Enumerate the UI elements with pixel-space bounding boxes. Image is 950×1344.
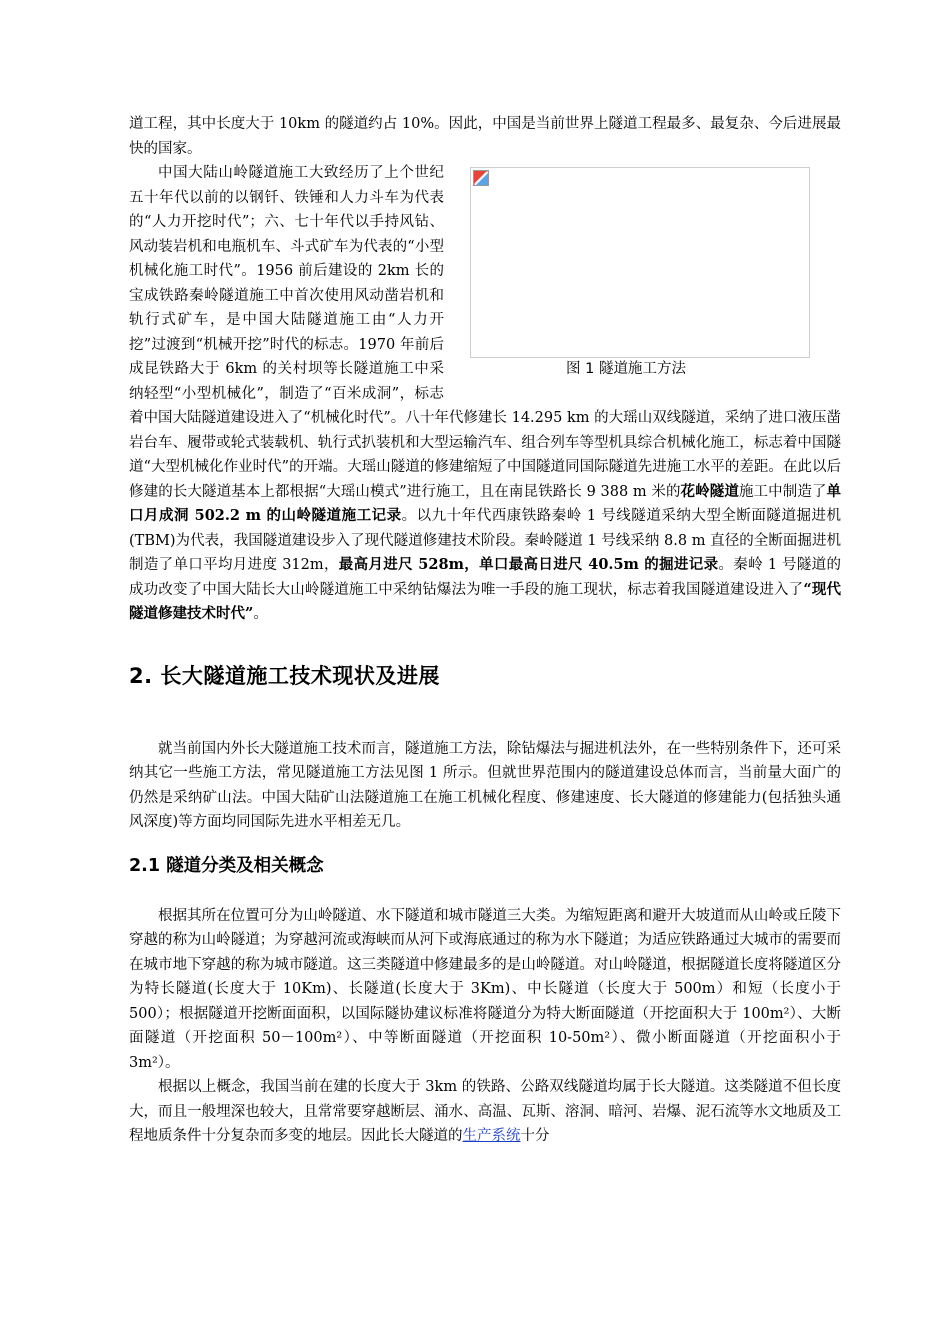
broken-image-icon [473,170,489,186]
paragraph-intro: 道工程，其中长度大于 10km 的隧道约占 10%。因此，中国是当前世界上隧道工程最多、最复杂、今后进展最快的国家。 [129,116,841,157]
history-text-mid1: 施工中制造了 [738,483,827,500]
history-text-mid2: 。以九十年代西康铁路秦岭 1 号线隧道采纳大型全断面隧道掘进机(TBM)为代表，我国隧道建设步入了现代隧道修建技术阶段。秦岭隧道 1 号线采纳 8.8 m 直径的全断面掘进机制造了单口平均月进度 312m， [129,508,841,573]
long-tunnels-text-end: 十分 [520,1128,550,1144]
spacer [129,691,841,737]
document-page [129,112,841,1149]
spacer [129,879,841,904]
history-bold-record1: 单口月成洞 502.2 m 的山岭隧道施工记录 [129,482,842,524]
figure-caption: 图 1 隧道施工方法 [566,361,686,377]
history-text-mid3: 。秦岭 1 号隧道的成功改变了中国大陆长大山岭隧道施工中采纳钻爆法为唯一手段的施工现状，标志着我国隧道建设进入了 [129,557,841,598]
production-system-link[interactable]: 生产系统 [462,1128,521,1144]
history-bold-era: “现代隧道修建技术时代” [129,580,842,622]
figure-1 [470,167,810,379]
figure-image-placeholder [470,167,810,358]
paragraph-methods: 就当前国内外长大隧道施工技术而言，隧道施工方法，除钻爆法与掘进机法外，在一些特别条件下，还可采纳其它一些施工方法，常见隧道施工方法见图 1 所示。但就世界范围内的隧道建设总体而言，当前量大面广的仍然是采纳矿山法。中国大陆矿山法隧道施工在施工机械化程度、修建速度、长大隧道的修建能力(包括独头通风深度)等方面均同国际先进水平相差无几。 [129,740,841,830]
long-tunnels-text-start: 根据以上概念，我国当前在建的长度大于 3km 的铁路、公路双线隧道均属于长大隧道。这类隧道不但长度大，而且一般埋深也较大，且常常要穿越断层、涌水、高温、瓦斯、溶洞、暗河、岩爆、泥石流等水文地质及工程地质条件十分复杂而多变的地层。因此长大隧道的 [129,1079,841,1144]
history-bold-record2: 最高月进尺 528m，单口最高日进尺 40.5m 的掘进记录 [338,556,719,573]
paragraph-long-tunnels [129,1075,841,1149]
history-text-end: 。 [253,606,268,622]
section-heading-2: 2. 长大隧道施工技术现状及进展 [129,663,440,688]
history-text-start: 中国大陆山岭隧道施工大致经历了上个世纪五十年代以前的以钢钎、铁锤和人力斗车为代表的“人力开挖时代”；六、七十年代以手持风钻、风动装岩机和电瓶机车、斗式矿车为代表的“小型机械化施工时代”。1956 前后建设的 2km 长的宝成铁路秦岭隧道施工中首次使用风动凿岩机和轨行式矿车，是中国大陆隧道施工由“人力开挖”过渡到“机械开挖”时代的标志。1970 年前后成昆铁路大于 6km 的关村坝等长隧道施工中采纳轻型“小型机械化”，制造了“百米成洞”，标志着中国大陆隧道建设进入了“机械化时代”。八十年代修建长 14.295 km 的大瑶山双线隧道，采纳了进口液压凿岩台车、履带或轮式装载机、轨行式扒装机和大型运输汽车、组合列车等型机具综合机械化施工，标志着中国隧道“大型机械化作业时代”的开端。大瑶山隧道的修建缩短了中国隧道同国际隧道先进施工水平的差距。在此以后修建的长大隧道基本上都根据“大瑶山模式”进行施工，且在南昆铁路长 9 388 m 米的 [129,165,841,500]
section-heading-2-1: 2.1 隧道分类及相关概念 [129,855,324,876]
history-bold-tunnel-name: 花岭隧道 [680,482,739,500]
paragraph-history [129,161,841,627]
paragraph-classification: 根据其所在位置可分为山岭隧道、水下隧道和城市隧道三大类。为缩短距离和避开大坡道而从山岭或丘陵下穿越的称为山岭隧道；为穿越河流或海峡而从河下或海底通过的称为水下隧道；为适应铁路通过大城市的需要而在城市地下穿越的称为城市隧道。这三类隧道中修建最多的是山岭隧道。对山岭隧道，根据隧道长度将隧道区分为特长隧道(长度大于 10Km)、长隧道(长度大于 3Km)、中长隧道（长度大于 500m）和短（长度小于 500）；根据隧道开挖断面面积，以国际隧协建议标准将隧道分为特大断面隧道（开挖面积大于 100m²）、大断面隧道（开挖面积 50－100m²）、中等断面隧道（开挖面积 10-50m²）、微小断面隧道（开挖面积小于 3m²）。 [129,907,841,1071]
